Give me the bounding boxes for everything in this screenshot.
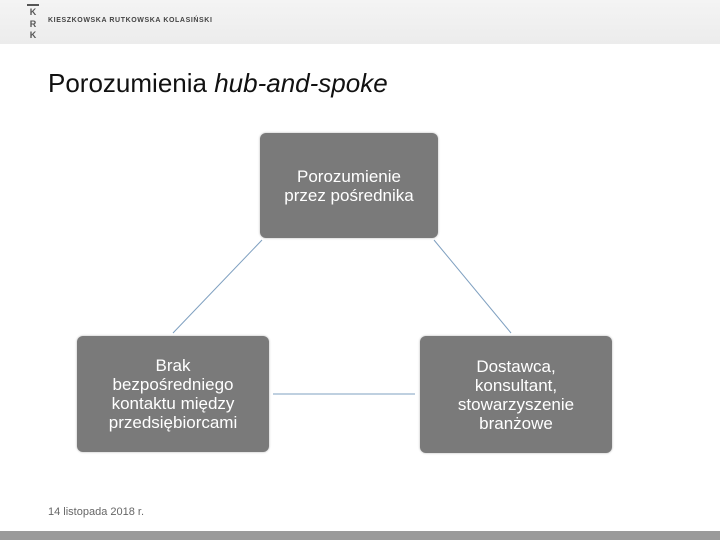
logo-letter-r: R [29, 18, 37, 29]
title-regular: Porozumienia [48, 68, 215, 98]
connector-top-right [434, 240, 511, 333]
title-italic: hub-and-spoke [214, 68, 388, 98]
node-hub-entity [420, 336, 612, 453]
node-no-direct-contact-label: Brak bezpośredniego kontaktu między przedsiębiorcami [108, 356, 238, 432]
node-intermediary-agreement-label: Porozumienie przez pośrednika [284, 166, 414, 205]
node-intermediary-agreement [260, 133, 438, 238]
firm-name: KIESZKOWSKA RUTKOWSKA KOLASIŃSKI [48, 17, 213, 24]
footer-bar [0, 531, 720, 540]
node-hub-entity-label: Dostawca, konsultant, stowarzyszenie branżowe [457, 356, 575, 433]
node-no-direct-contact [77, 336, 269, 452]
footer-date: 14 listopada 2018 r. [48, 506, 145, 518]
logo-letter-k1: K [29, 7, 37, 18]
connector-top-left [173, 240, 262, 333]
logo-letter-k2: K [29, 29, 37, 40]
